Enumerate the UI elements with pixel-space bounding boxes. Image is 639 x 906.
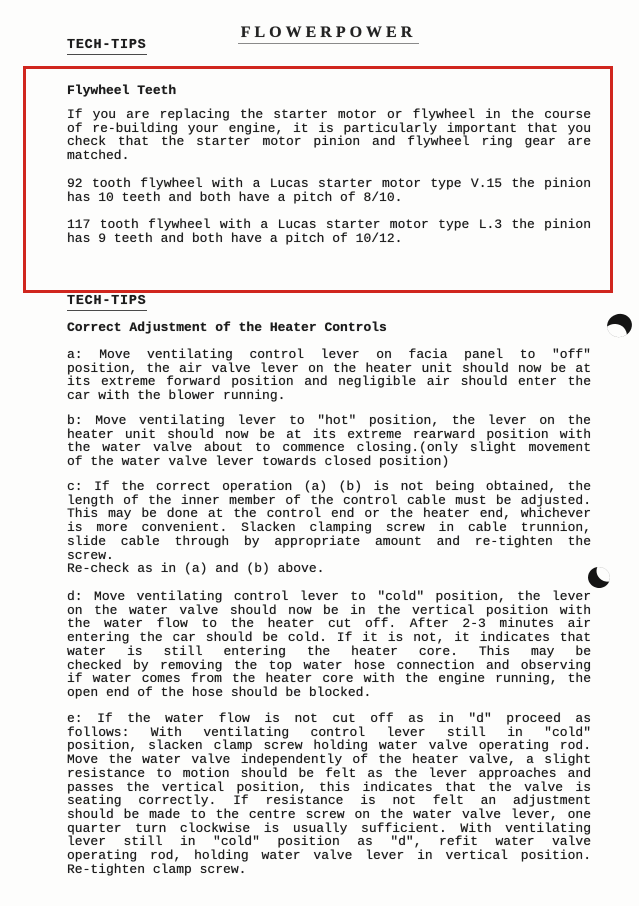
- section-heading-tech-tips-2: [67, 294, 147, 311]
- tech-tips-heading-text: TECH-TIPS: [67, 294, 147, 309]
- text-line: slide cable through by appropriate amount and re-tighten the: [67, 533, 591, 549]
- text-line: on the water valve should now be in the vertical position with: [67, 602, 591, 618]
- text-line: checked by removing the top water hose connection and observing: [67, 657, 591, 673]
- crescent-scan-artifact-icon: [604, 311, 635, 341]
- text-line: 117 tooth flywheel with a Lucas starter motor type L.3 the pinion: [67, 217, 591, 232]
- text-line: This may be done at the control end or the heater end, whichever: [67, 506, 591, 522]
- text-line: has 9 teeth and both have a pitch of 10/12.: [67, 230, 403, 246]
- paragraph-d: [67, 590, 591, 700]
- text-line: matched.: [67, 148, 130, 164]
- text-line: passes the vertical position, this indicates that the valve is: [67, 779, 591, 795]
- text-line: open end of the hose should be blocked.: [67, 684, 372, 700]
- text-line: the water flow to the heater cut off. After 2-3 minutes air: [67, 616, 591, 632]
- text-line: of the water valve lever towards closed position): [67, 454, 450, 470]
- paragraph-c-recheck: [67, 562, 591, 576]
- text-line: the water valve about to commence closing.(only slight movement: [67, 440, 591, 456]
- text-line: is more convenient. Slacken clamping screw in cable trunnion,: [67, 520, 591, 536]
- text-line: e: If the water flow is not cut off as in "d" proceed as: [67, 711, 591, 726]
- text-line: Re-tighten clamp screw.: [67, 861, 247, 877]
- text-line: position, the air valve lever on the heater unit should now be at: [67, 360, 591, 376]
- text-line: water is still entering the heater core. This may be: [67, 643, 591, 659]
- text-line: resistance to motion should be felt as the lever approaches and: [67, 765, 591, 781]
- text-line: entering the car should be cold. If it is not, it indicates that: [67, 630, 591, 646]
- text-line: its extreme forward position and negligible air should enter the: [67, 374, 591, 390]
- text-line: 92 tooth flywheel with a Lucas starter motor type V.15 the pinion: [67, 176, 591, 191]
- text-line: b: Move ventilating lever to "hot" position, the lever on the: [67, 413, 591, 428]
- text-line: heater unit should now be at its extreme rearward position with: [67, 426, 591, 442]
- text-line: If you are replacing the starter motor or flywheel in the course: [67, 107, 591, 122]
- text-line: screw.: [67, 547, 114, 563]
- text-line: d: Move ventilating control lever to "cold" position, the lever: [67, 589, 591, 604]
- text-line: c: If the correct operation (a) (b) is not being obtained, the: [67, 479, 591, 494]
- text-line: operating rod, holding water valve lever in vertical position.: [67, 848, 591, 864]
- tech-tips-heading-text: TECH-TIPS: [67, 38, 147, 53]
- text-line: Move the water valve independently of the heater valve, a slight: [67, 752, 591, 768]
- text-line: seating correctly. If resistance is not felt an adjustment: [67, 793, 591, 809]
- section-heading-tech-tips-1: [67, 38, 147, 55]
- paragraph-flywheel-117-tooth: [67, 218, 591, 245]
- text-line: position, slacken clamp screw holding water valve operating rod.: [67, 738, 591, 754]
- text-line: follows: With ventilating control lever still in "cold": [67, 724, 591, 740]
- text-line: car with the blower running.: [67, 388, 286, 404]
- paragraph-flywheel-92-tooth: [67, 177, 591, 204]
- paragraph-a: [67, 348, 591, 403]
- text-line: has 10 teeth and both have a pitch of 8/10.: [67, 189, 403, 205]
- text-line: quarter turn clockwise is usually sufficient. With ventilating: [67, 820, 591, 836]
- text-line: length of the inner member of the control cable must be adjusted.: [67, 492, 591, 508]
- text-line: if water comes from the heater core with the engine running, the: [67, 671, 591, 687]
- text-line: lever still in "cold" position as "d", refit water valve: [67, 834, 591, 850]
- flywheel-teeth-subheading: Flywheel Teeth: [67, 83, 177, 98]
- newsletter-title: FLOWERPOWER: [238, 24, 420, 44]
- text-line: of re-building your engine, it is particularly important that you: [67, 120, 591, 136]
- paragraph-e: [67, 712, 591, 876]
- text-line: a: Move ventilating control lever on facia panel to "off": [67, 347, 591, 362]
- heater-controls-subheading: Correct Adjustment of the Heater Controls: [67, 320, 387, 335]
- paragraph-b: [67, 414, 591, 469]
- text-line: should be made to the centre screw on the water valve lever, one: [67, 806, 591, 822]
- text-line: check that the starter motor pinion and flywheel ring gear are: [67, 134, 591, 150]
- paragraph-flywheel-intro: [67, 108, 591, 163]
- paragraph-c: [67, 480, 591, 562]
- text-line: Re-check as in (a) and (b) above.: [67, 561, 325, 576]
